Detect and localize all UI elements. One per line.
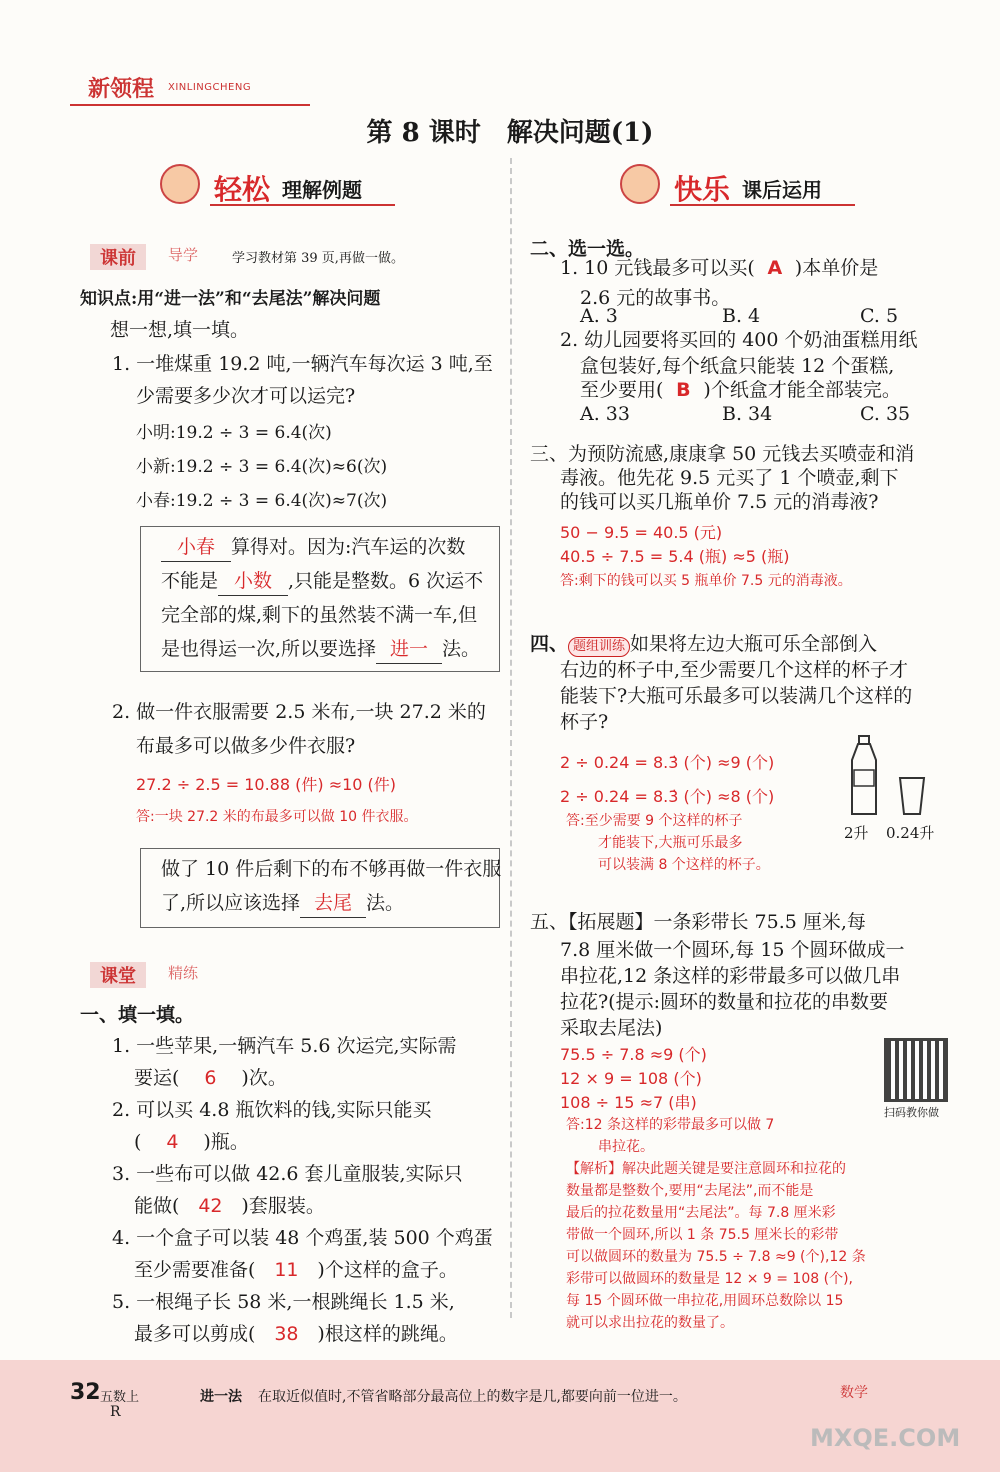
sec4-answer1: 答:至少需要 9 个这样的杯子: [566, 813, 743, 829]
fill-item-2-prefix: (: [134, 1130, 142, 1153]
fill-item-4-prefix: 至少需要准备(: [134, 1258, 256, 1281]
box1-text2a: 不能是: [161, 570, 219, 592]
box1-text1: 算得对。因为:汽车运的次数: [231, 536, 466, 558]
reason-box-1: [140, 526, 500, 672]
brand-sub: XINLINGCHENG: [168, 82, 252, 93]
choose-q2-answer: B: [676, 379, 691, 401]
sec5-line5: 采取去尾法): [560, 1017, 663, 1039]
fill-item-2-answer: 4: [166, 1130, 179, 1153]
cartoon-kid-icon: [160, 164, 200, 204]
fill-item-5-line2: [112, 1322, 458, 1348]
box1-answer2: 小数: [218, 569, 288, 596]
box1-text2b: ,只能是整数。6 次运不: [288, 570, 484, 592]
sec4-line4: 杯子?: [560, 711, 609, 733]
box1-line1: [161, 535, 465, 562]
right-section-header: [620, 162, 860, 210]
choose-q2-option-b: B. 34: [722, 403, 773, 425]
cup-label: 0.24升: [886, 824, 935, 842]
box1-answer1: 小春: [161, 535, 231, 562]
brand-name: 新领程: [88, 76, 155, 102]
choose-q2-line3: [580, 378, 901, 404]
sec5-line1: 五、【拓展题】一条彩带长 75.5 厘米,每: [530, 911, 866, 933]
fill-item-5-prefix: 最多可以剪成(: [134, 1322, 256, 1345]
sec5-line2: 7.8 厘米做一个圆环,每 15 个圆环做成一: [560, 939, 905, 961]
choose-q1-line1: [560, 256, 878, 282]
fill-section-title: 一、填一填。: [80, 1004, 195, 1026]
q2-calc: 27.2 ÷ 2.5 = 10.88 (件) ≈10 (件): [136, 775, 397, 794]
explanation-line: 就可以求出拉花的数量了。: [566, 1315, 734, 1331]
class-tag2: 精练: [168, 964, 199, 982]
fill-item-2: [112, 1098, 432, 1155]
fill-item-4-answer: 11: [274, 1258, 299, 1281]
sec5-answer2: 串拉花。: [598, 1139, 654, 1155]
explanation-line: 最后的拉花数量用“去尾法”。每 7.8 厘米彩: [566, 1205, 836, 1221]
class-tag: 课堂: [90, 962, 146, 988]
box2-text2a: 了,所以应该选择: [161, 892, 301, 914]
grade-label: 五数上: [100, 1390, 140, 1405]
sec4-calc1: 2 ÷ 0.24 = 8.3̇ (个) ≈9 (个): [560, 753, 775, 772]
cartoon-kid-icon: [620, 164, 660, 204]
choose-q2-line1: 2. 幼儿园要将买回的 400 个奶油蛋糕用纸: [560, 329, 918, 351]
left-header-text: 理解例题: [282, 178, 362, 202]
explanation-line: 可以做圆环的数量为 75.5 ÷ 7.8 ≈9 (个),12 条: [566, 1249, 866, 1265]
fill-item-1-suffix: )次。: [241, 1066, 287, 1089]
fill-item-5-answer: 38: [274, 1322, 299, 1345]
sec4-line1: [530, 632, 877, 658]
fill-item-5-suffix: )根这样的跳绳。: [317, 1322, 458, 1345]
fill-item-1-line1: 1. 一些苹果,一辆汽车 5.6 次运完,实际需: [112, 1035, 457, 1057]
fill-item-4-line1: 4. 一个盒子可以装 48 个鸡蛋,装 500 个鸡蛋: [112, 1227, 493, 1249]
sec4-answer3: 可以装满 8 个这样的杯子。: [598, 857, 770, 873]
sec4-line3: 能装下?大瓶可乐最多可以装满几个这样的: [560, 685, 913, 707]
sec3-line1: 三、为预防流感,康康拿 50 元钱去买喷壶和消: [530, 443, 915, 465]
box2-text2b: 法。: [366, 892, 405, 914]
choose-q1-text-b: )本单价是: [794, 257, 879, 279]
q2-line2: 布最多可以做多少件衣服?: [136, 735, 356, 757]
left-header-underline: [210, 204, 395, 206]
footer-description: 在取近似值时,不管省略部分最高位上的数字是几,都要向前一位进一。: [258, 1389, 687, 1405]
page-number: 32: [70, 1380, 101, 1405]
column-divider: [510, 158, 512, 1318]
box2-line2: [161, 891, 404, 918]
sec3-calc1: 50 − 9.5 = 40.5 (元): [560, 523, 723, 542]
brand-logo: [70, 66, 310, 106]
fill-item-4-suffix: )个这样的盒子。: [317, 1258, 458, 1281]
choose-q2-options: [580, 402, 940, 428]
fill-item-1: [112, 1034, 457, 1091]
fill-item-4: [112, 1226, 493, 1283]
right-header-underline: [670, 204, 855, 206]
fill-item-3-answer: 42: [198, 1194, 223, 1217]
sec3-line3: 的钱可以买几瓶单价 7.5 元的消毒液?: [560, 491, 879, 513]
fill-item-1-answer: 6: [204, 1066, 217, 1089]
box1-answer3: 进一: [376, 637, 442, 664]
qr-code[interactable]: [884, 1038, 948, 1102]
fill-item-3: [112, 1162, 463, 1219]
fill-item-2-line1: 2. 可以买 4.8 瓶饮料的钱,实际只能买: [112, 1099, 432, 1121]
sec5-calc3: 108 ÷ 15 ≈7 (串): [560, 1093, 697, 1112]
sec5-calc1: 75.5 ÷ 7.8 ≈9 (个): [560, 1045, 707, 1064]
fill-item-1-prefix: 要运(: [134, 1066, 180, 1089]
sec3-calc2: 40.5 ÷ 7.5 = 5.4 (瓶) ≈5 (瓶): [560, 547, 790, 566]
xiaoming-calc: 小明:19.2 ÷ 3 = 6.4(次): [136, 423, 332, 443]
page-title: 第 8 课时 解决问题(1): [366, 118, 654, 148]
explanation-line: 带做一个圆环,所以 1 条 75.5 厘米长的彩带: [566, 1227, 839, 1243]
xiaoxin-calc: 小新:19.2 ÷ 3 = 6.4(次)≈6(次): [136, 457, 388, 477]
fill-item-2-suffix: )瓶。: [203, 1130, 249, 1153]
xiaochun-calc: 小春:19.2 ÷ 3 = 6.4(次)≈7(次): [136, 491, 388, 511]
choose-q2-option-a: A. 33: [580, 403, 630, 425]
fill-item-3-line1: 3. 一些布可以做 42.6 套儿童服装,实际只: [112, 1163, 463, 1185]
choose-q1-answer: A: [767, 257, 783, 279]
preview-tag-row: [80, 240, 510, 270]
sec3-line2: 毒液。他先花 9.5 元买了 1 个喷壶,剩下: [560, 467, 899, 489]
fill-item-3-prefix: 能做(: [134, 1194, 180, 1217]
sec5-answer1: 答:12 条这样的彩带最多可以做 7: [566, 1117, 775, 1133]
footer-corner: 数学: [840, 1385, 868, 1401]
q2-answer: 答:一块 27.2 米的布最多可以做 10 件衣服。: [136, 809, 418, 825]
left-section-header: [160, 162, 400, 210]
choose-q1-option-a: A. 3: [580, 305, 618, 327]
sec4-line2: 右边的杯子中,至少需要几个这样的杯子才: [560, 659, 909, 681]
explanation-line: 数量都是整数个,要用“去尾法”,而不能是: [566, 1183, 814, 1199]
choose-q1-option-c: C. 5: [860, 305, 899, 327]
explanation-line: 每 15 个圆环做一串拉花,用圆环总数除以 15: [566, 1293, 844, 1309]
fill-item-3-line2: [112, 1194, 463, 1220]
choose-q1-options: [580, 304, 940, 330]
watermark: MXQE.COM: [810, 1424, 961, 1452]
right-header-text: 课后运用: [742, 178, 822, 202]
cup-icon: [898, 776, 926, 816]
preview-tag: 课前: [90, 244, 146, 270]
footer-term: 进一法: [200, 1389, 242, 1405]
preview-instruction: 学习教材第 39 页,再做一做。: [232, 251, 404, 266]
q1-line2: 少需要多少次才可以运完?: [136, 385, 356, 407]
bottle-label: 2升: [844, 824, 869, 842]
bottle-icon: [846, 734, 882, 818]
fill-item-2-line2: [112, 1130, 432, 1156]
box1-line3: 完全部的煤,剩下的虽然装不满一车,但: [161, 604, 478, 626]
choose-q2-text-b: )个纸盒才能全部装完。: [703, 379, 901, 401]
choose-q2-option-c: C. 35: [860, 403, 911, 425]
choose-q2-text-a: 至少要用(: [580, 379, 664, 401]
sec5-line4: 拉花?(提示:圆环的数量和拉花的串数要: [560, 991, 889, 1013]
box2-line1: 做了 10 件后剩下的布不够再做一件衣服: [161, 858, 502, 880]
qr-label: 扫码教你做: [884, 1106, 939, 1119]
sec4-tag: 题组训练: [568, 637, 630, 657]
fill-item-3-suffix: )套服装。: [241, 1194, 325, 1217]
choose-q2-line2: 盒包装好,每个纸盒只能装 12 个蛋糕,: [580, 355, 895, 377]
sec4-label: 四、: [530, 633, 569, 655]
left-header-highlight: 轻松: [214, 173, 271, 206]
choose-section-title: 二、选一选。: [530, 238, 645, 260]
sec4-calc2: 2 ÷ 0.24 = 8.3̇ (个) ≈8 (个): [560, 787, 775, 806]
box1-text4b: 法。: [442, 638, 481, 660]
edition-label: R: [110, 1404, 121, 1420]
reason-box-2: [140, 848, 500, 928]
q1-line1: 1. 一堆煤重 19.2 吨,一辆汽车每次运 3 吨,至: [112, 353, 493, 375]
box1-text4a: 是也得运一次,所以要选择: [161, 638, 377, 660]
sec5-calc2: 12 × 9 = 108 (个): [560, 1069, 702, 1088]
explanation-line: 彩带可以做圆环的数量是 12 × 9 = 108 (个),: [566, 1271, 853, 1287]
box1-line2: [161, 569, 483, 596]
page-footer: [0, 1360, 1000, 1472]
fill-item-5-line1: 5. 一根绳子长 58 米,一根跳绳长 1.5 米,: [112, 1291, 455, 1313]
sec3-answer: 答:剩下的钱可以买 5 瓶单价 7.5 元的消毒液。: [560, 573, 852, 589]
q2-line1: 2. 做一件衣服需要 2.5 米布,一块 27.2 米的: [112, 701, 486, 723]
explanation-line: 【解析】解决此题关键是要注意圆环和拉花的: [566, 1161, 846, 1177]
box2-answer: 去尾: [300, 891, 366, 918]
sec4-answer2: 才能装下,大瓶可乐最多: [598, 835, 743, 851]
fill-item-5: [112, 1290, 458, 1347]
knowledge-point: 知识点:用“进一法”和“去尾法”解决问题: [80, 289, 381, 309]
think-prompt: 想一想,填一填。: [110, 319, 250, 341]
preview-tag2: 导学: [168, 246, 199, 264]
choose-q1-line2: 2.6 元的故事书。: [580, 287, 731, 309]
class-tag-row: [80, 958, 510, 988]
right-header-highlight: 快乐: [674, 173, 731, 206]
explanation-block: [566, 1158, 956, 1334]
choose-q1-option-b: B. 4: [722, 305, 761, 327]
fill-item-1-line2: [112, 1066, 457, 1092]
sec4-text1: 如果将左边大瓶可乐全部倒入: [630, 633, 878, 655]
sec5-line3: 串拉花,12 条这样的彩带最多可以做几串: [560, 965, 901, 987]
box1-line4: [161, 637, 480, 664]
fill-item-4-line2: [112, 1258, 493, 1284]
choose-q1-text-a: 1. 10 元钱最多可以买(: [560, 257, 755, 279]
